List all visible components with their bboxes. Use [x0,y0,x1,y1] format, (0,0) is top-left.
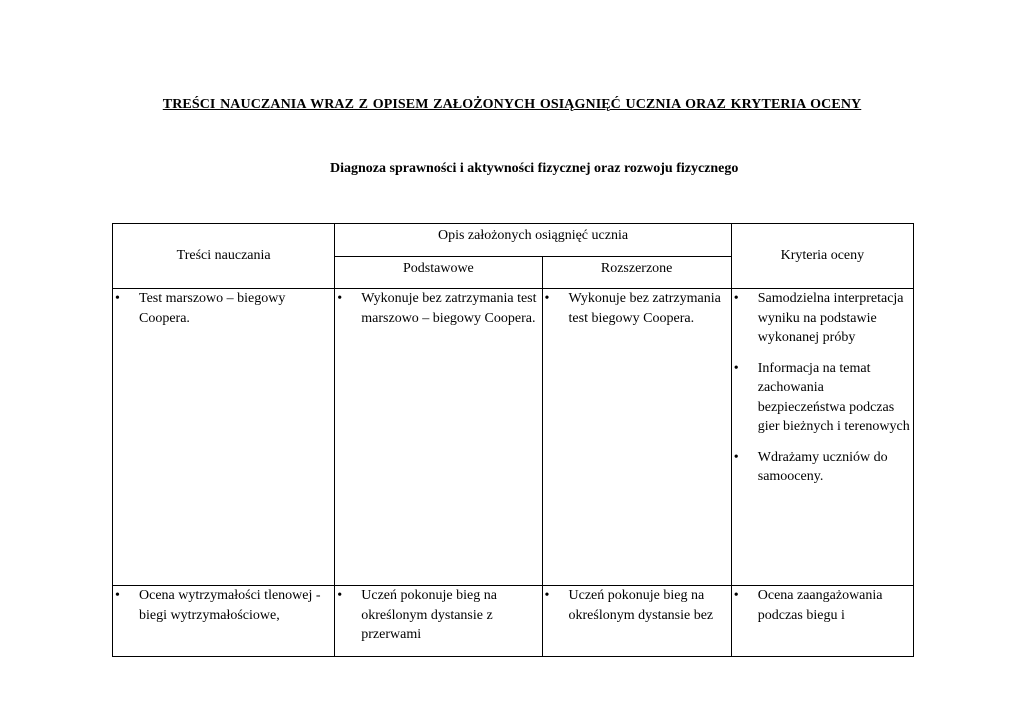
list-item: • Wykonuje bez zatrzymania test marszowo – biegowy Coopera. [335,289,541,328]
header-description: Opis założonych osiągnięć ucznia [335,224,731,257]
bullet-list [543,289,731,328]
list-item: • Informacja na temat zachowania bezpieczeństwa podczas gier bieżnych i terenowych [732,359,913,437]
list-item: • Test marszowo – biegowy Coopera. [113,289,334,328]
bullet-list [113,586,334,625]
extended-cell [542,289,731,586]
section-subtitle: Diagnoza sprawności i aktywności fizycznej oraz rozwoju fizycznego [330,161,739,176]
content-cell [113,586,335,657]
list-item: • Wykonuje bez zatrzymania test biegowy Coopera. [543,289,731,328]
header-content: Treści nauczania [113,224,335,289]
content-cell [113,289,335,586]
list-item: • Samodzielna interpretacja wyniku na podstawie wykonanej próby [732,289,913,348]
header-criteria: Kryteria oceny [731,224,913,289]
basic-cell [335,586,542,657]
bullet-list [543,586,731,625]
list-item: • Ocena zaangażowania podczas biegu i [732,586,913,625]
criteria-cell [731,289,913,586]
list-item: • Uczeń pokonuje bieg na określonym dystansie bez [543,586,731,625]
basic-cell [335,289,542,586]
table-row [113,586,914,657]
table-row [113,289,914,586]
header-extended: Rozszerzone [542,257,731,289]
bullet-list [113,289,334,328]
bullet-list [335,289,541,328]
bullet-list [732,586,913,625]
criteria-cell [731,586,913,657]
curriculum-table [112,223,914,657]
header-basic: Podstawowe [335,257,542,289]
list-item: • Ocena wytrzymałości tlenowej - biegi wytrzymałościowe, [113,586,334,625]
list-item: • Uczeń pokonuje bieg na określonym dystansie z przerwami [335,586,541,645]
bullet-list [732,289,913,487]
extended-cell [542,586,731,657]
page-title: TREŚCI NAUCZANIA WRAZ Z OPISEM ZAŁOŻONYCH OSIĄGNIĘĆ UCZNIA ORAZ KRYTERIA OCENY [162,97,862,112]
table-header-row [113,224,914,257]
bullet-list [335,586,541,645]
list-item: • Wdrażamy uczniów do samooceny. [732,448,913,487]
